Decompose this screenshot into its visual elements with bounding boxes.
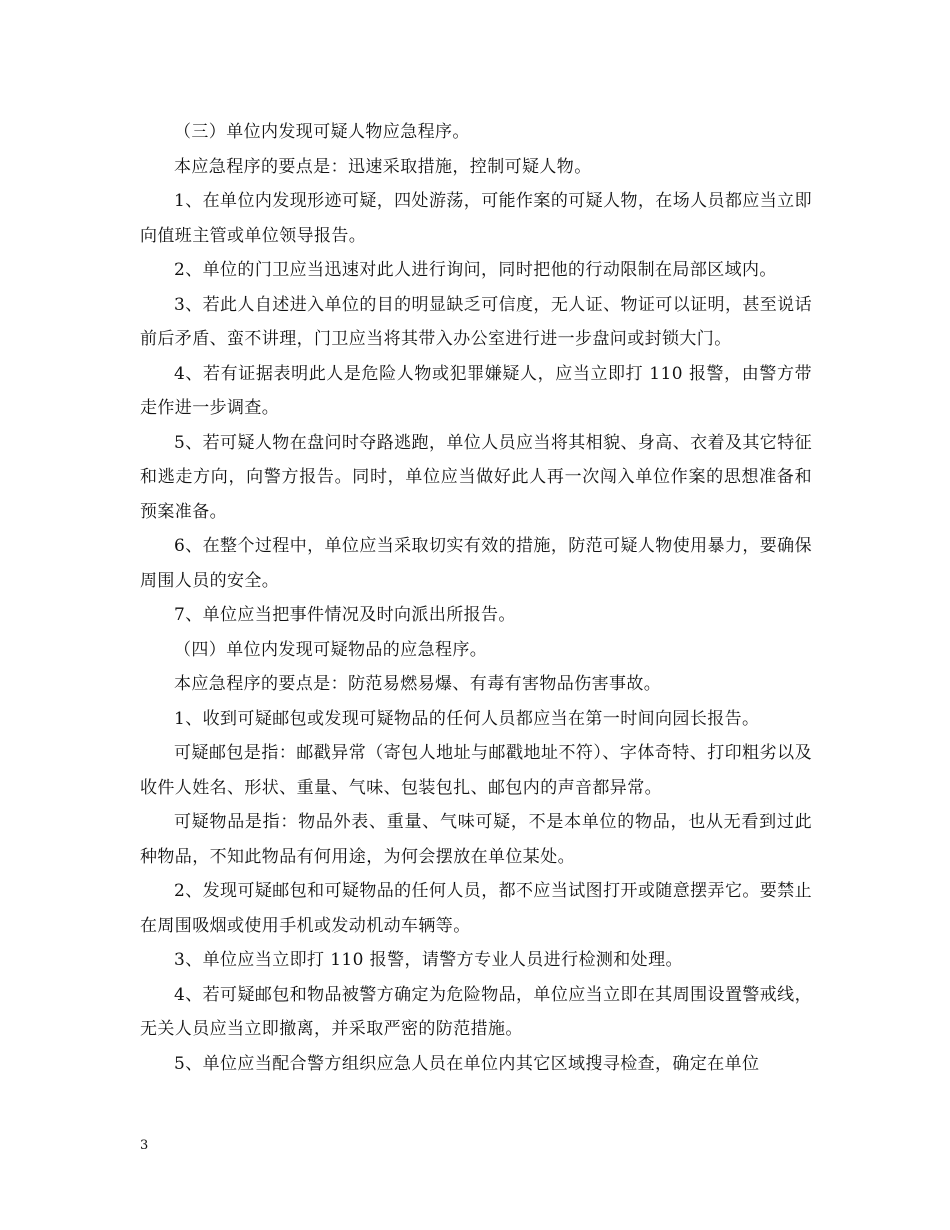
paragraph: 2、单位的门卫应当迅速对此人进行询问，同时把他的行动限制在局部区域内。 xyxy=(174,260,777,280)
paragraph: 7、单位应当把事件情况及时向派出所报告。 xyxy=(174,605,516,625)
paragraph: 6、在整个过程中，单位应当采取切实有效的措施，防范可疑人物使用暴力，要确保周围人员的安全。 xyxy=(140,536,812,591)
paragraph: 3、若此人自述进入单位的目的明显缺乏可信度，无人证、物证可以证明，甚至说话前后矛盾、蛮不讲理，门卫应当将其带入办公室进行进一步盘问或封锁大门。 xyxy=(140,294,812,349)
document-body xyxy=(140,115,812,1081)
paragraph: 1、在单位内发现形迹可疑，四处游荡，可能作案的可疑人物，在场人员都应当立即向值班主管或单位领导报告。 xyxy=(140,191,812,246)
paragraph: 本应急程序的要点是：防范易燃易爆、有毒有害物品伤害事故。 xyxy=(174,674,662,694)
paragraph: 1、收到可疑邮包或发现可疑物品的任何人员都应当在第一时间向园长报告。 xyxy=(174,708,760,729)
paragraph: 4、若可疑邮包和物品被警方确定为危险物品，单位应当立即在其周围设置警戒线，无关人员应当立即撤离，并采取严密的防范措施。 xyxy=(140,984,812,1039)
paragraph: 2、发现可疑邮包和可疑物品的任何人员，都不应当试图打开或随意摆弄它。要禁止在周围吸烟或使用手机或发动机动车辆等。 xyxy=(140,881,812,936)
paragraph: 本应急程序的要点是：迅速采取措施，控制可疑人物。 xyxy=(174,156,592,177)
section-heading-3: （三）单位内发现可疑人物应急程序。 xyxy=(174,122,470,142)
paragraph: 4、若有证据表明此人是危险人物或犯罪嫌疑人，应当立即打 110 报警，由警方带走作进一步调查。 xyxy=(140,363,812,418)
paragraph: 可疑物品是指：物品外表、重量、气味可疑，不是本单位的物品，也从无看到过此种物品，不知此物品有何用途，为何会摆放在单位某处。 xyxy=(140,812,812,867)
paragraph: 3、单位应当立即打 110 报警，请警方专业人员进行检测和处理。 xyxy=(174,950,683,970)
page-number: 3 xyxy=(140,1138,149,1153)
section-heading-4: （四）单位内发现可疑物品的应急程序。 xyxy=(174,639,488,660)
paragraph: 5、单位应当配合警方组织应急人员在单位内其它区域搜寻检查，确定在单位 xyxy=(174,1053,760,1074)
paragraph: 5、若可疑人物在盘问时夺路逃跑，单位人员应当将其相貌、身高、衣着及其它特征和逃走方向，向警方报告。同时，单位应当做好此人再一次闯入单位作案的思想准备和预案准备。 xyxy=(140,432,812,522)
paragraph: 可疑邮包是指：邮戳异常（寄包人地址与邮戳地址不符）、字体奇特、打印粗劣以及收件人姓名、形状、重量、气味、包装包扎、邮包内的声音都异常。 xyxy=(140,743,812,798)
